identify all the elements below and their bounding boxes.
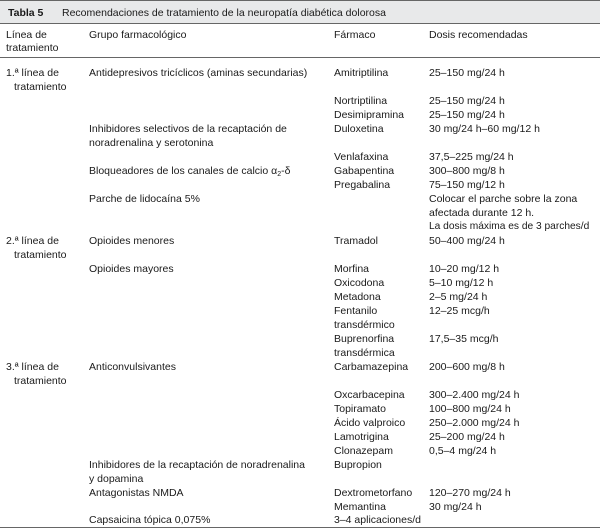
dose-topiramato: 100–800 mg/24 h [429,403,511,415]
dose-dextrometorfano: 120–270 mg/24 h [429,487,511,499]
dose-acido-valproico: 250–2.000 mg/24 h [429,417,520,429]
group-calcium-blockers: Bloqueadores de los canales de calcio $\alpha_2-\delta$ [89,165,291,178]
dose-metadona: 2–5 mg/24 h [429,291,488,303]
group-lidocaine: Parche de lidocaína 5% [89,193,200,205]
drug-memantina: Memantina [334,501,386,513]
dose-memantina: 30 mg/24 h [429,501,482,513]
header-line-2: tratamiento [6,42,59,54]
group-anticonvulsants: Anticonvulsivantes [89,361,176,373]
group-tricyclics: Antidepresivos tricíclicos (aminas secundarias) [89,67,308,79]
drug-dextrometorfano: Dextrometorfano [334,487,413,499]
drug-capsaicina-dose: 3–4 aplicaciones/d [334,514,421,526]
dose-lamotrigina: 25–200 mg/24 h [429,431,505,443]
dose-clonazepam: 0,5–4 mg/24 h [429,445,497,457]
drug-topiramato: Topiramato [334,403,386,415]
drug-carbamazepina: Carbamazepina [334,361,409,373]
table-label: Tabla 5 [8,7,44,19]
dose-desimipramina: 25–150 mg/24 h [429,109,505,121]
line-first-1: 1.ª línea de [6,67,59,79]
group-ndri-2: y dopamina [89,473,144,485]
group-ssnri-1: Inhibidores selectivos de la recaptación de [89,123,287,135]
dose-gabapentina: 300–800 mg/8 h [429,165,505,177]
table-header [0,24,600,58]
dose-duloxetina: 30 mg/24 h–60 mg/12 h [429,123,540,135]
dose-venlafaxina: 37,5–225 mg/24 h [429,151,514,163]
drug-fentanilo-2: transdérmico [334,319,395,331]
group-ssnri-2: noradrenalina y serotonina [89,137,214,149]
drug-acido-valproico: Ácido valproico [334,417,406,429]
drug-buprenorfina-2: transdérmica [334,347,395,359]
dose-morfina: 10–20 mg/12 h [429,263,500,275]
group-nmda: Antagonistas NMDA [89,487,184,499]
dose-lidocaina-2: afectada durante 12 h. [429,207,535,219]
table-caption [0,0,600,24]
drug-lamotrigina: Lamotrigina [334,431,389,443]
drug-buprenorfina-1: Buprenorfina [334,333,395,345]
drug-tramadol: Tramadol [334,235,378,247]
header-line-1: Línea de [6,29,47,41]
table-title: Recomendaciones de tratamiento de la neuropatía diabética dolorosa [62,7,386,19]
drug-clonazepam: Clonazepam [334,445,393,457]
line-second-2: tratamiento [14,249,67,261]
drug-fentanilo-1: Fentanilo [334,305,378,317]
drug-amitriptilina: Amitriptilina [334,67,389,79]
dose-nortriptilina: 25–150 mg/24 h [429,95,505,107]
drug-morfina: Morfina [334,263,370,275]
header-dose: Dosis recomendadas [429,29,528,41]
line-second-1: 2.ª línea de [6,235,59,247]
header-group: Grupo farmacológico [89,29,187,41]
dose-oxcarbacepina: 300–2.400 mg/24 h [429,389,520,401]
dose-oxicodona: 5–10 mg/12 h [429,277,494,289]
group-major-opioids: Opioides mayores [89,263,174,275]
drug-pregabalina: Pregabalina [334,179,391,191]
drug-nortriptilina: Nortriptilina [334,95,388,107]
drug-metadona: Metadona [334,291,381,303]
drug-desimipramina: Desimipramina [334,109,405,121]
dose-lidocaina-3: La dosis máxima es de 3 parches/d [429,221,590,232]
line-third-2: tratamiento [14,375,67,387]
drug-oxcarbacepina: Oxcarbacepina [334,389,405,401]
dose-fentanilo: 12–25 mcg/h [429,305,490,317]
group-capsaicin: Capsaicina tópica 0,075% [89,514,211,526]
dose-buprenorfina: 17,5–35 mcg/h [429,333,499,345]
header-drug: Fármaco [334,29,376,41]
group-minor-opioids: Opioides menores [89,235,175,247]
group-ndri-1: Inhibidores de la recaptación de noradrenalina [89,459,305,471]
drug-gabapentina: Gabapentina [334,165,395,177]
dose-carbamazepina: 200–600 mg/8 h [429,361,505,373]
line-third-1: 3.ª línea de [6,361,59,373]
drug-bupropion: Bupropion [334,459,382,471]
drug-duloxetina: Duloxetina [334,123,384,135]
dose-lidocaina-1: Colocar el parche sobre la zona [429,193,578,205]
line-first-2: tratamiento [14,81,67,93]
drug-oxicodona: Oxicodona [334,277,385,289]
dose-pregabalina: 75–150 mg/12 h [429,179,505,191]
dose-amitriptilina: 25–150 mg/24 h [429,67,505,79]
dose-tramadol: 50–400 mg/24 h [429,235,505,247]
drug-venlafaxina: Venlafaxina [334,151,389,163]
